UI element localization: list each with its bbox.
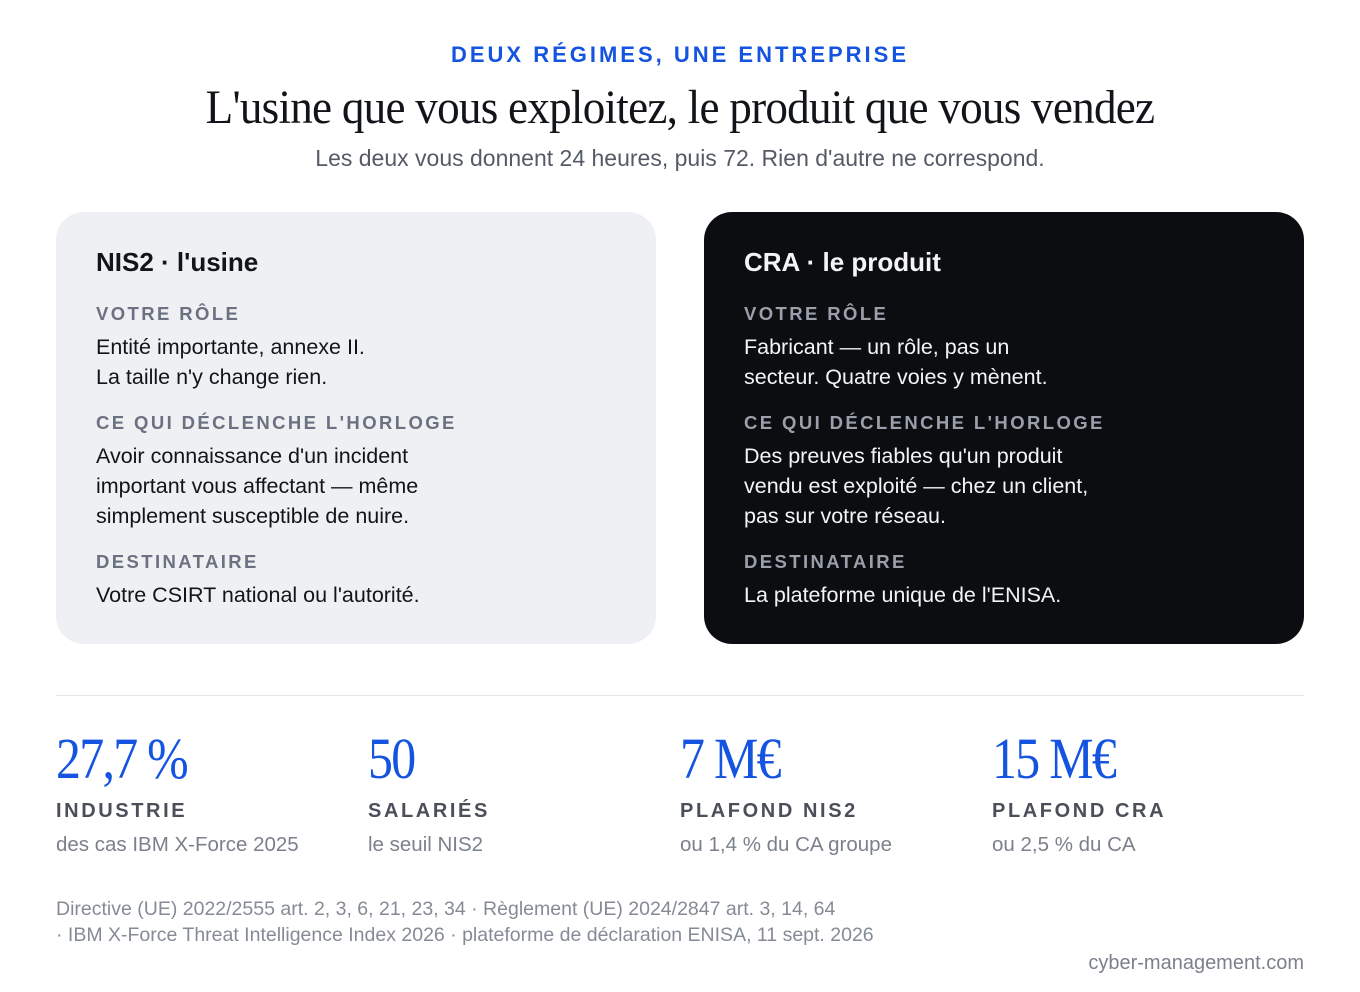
- body-line: pas sur votre réseau.: [744, 504, 946, 528]
- source-line: Directive (UE) 2022/2555 art. 2, 3, 6, 21, 23, 34 · Règlement (UE) 2024/2847 art. 3, 14, 64: [56, 898, 836, 920]
- section-label: DESTINATAIRE: [744, 551, 907, 572]
- stat-label: PLAFOND CRA: [992, 800, 1167, 822]
- divider: [56, 695, 1304, 696]
- section-label: CE QUI DÉCLENCHE L'HORLOGE: [96, 412, 457, 433]
- nis2-card: [56, 212, 656, 644]
- stat-plafond-nis2: [680, 726, 980, 858]
- cra-card: [704, 212, 1304, 644]
- stat-description: ou 1,4 % du CA groupe: [680, 833, 892, 856]
- stat-label: PLAFOND NIS2: [680, 800, 858, 822]
- section-body: [96, 332, 616, 392]
- card-title: NIS2 · l'usine: [96, 247, 259, 277]
- source-line: · IBM X-Force Threat Intelligence Index 2026 · plateforme de déclaration ENISA, 11 sept. 2026: [56, 924, 874, 946]
- stat-label: SALARIÉS: [368, 800, 490, 822]
- section-body: [96, 441, 616, 531]
- stat-value: 7 M€: [680, 726, 780, 791]
- section-label: DESTINATAIRE: [96, 551, 259, 572]
- section-label: VOTRE RÔLE: [744, 303, 889, 324]
- section-body: [96, 580, 616, 610]
- section-label: CE QUI DÉCLENCHE L'HORLOGE: [744, 412, 1105, 433]
- body-line: secteur. Quatre voies y mènent.: [744, 365, 1048, 389]
- section-body: [744, 332, 1264, 392]
- stat-value: 27,7 %: [56, 726, 188, 791]
- body-line: La plateforme unique de l'ENISA.: [744, 583, 1062, 607]
- body-line: important vous affectant — même: [96, 474, 419, 498]
- section-label: VOTRE RÔLE: [96, 303, 241, 324]
- body-line: Des preuves fiables qu'un produit: [744, 444, 1063, 468]
- sources: [56, 896, 1056, 948]
- card-title: CRA · le produit: [744, 247, 941, 277]
- page-subtitle: Les deux vous donnent 24 heures, puis 72. Rien d'autre ne correspond.: [315, 145, 1045, 171]
- page-title: L'usine que vous exploitez, le produit que vous vendez: [205, 81, 1155, 134]
- kicker: DEUX RÉGIMES, UNE ENTREPRISE: [450, 42, 910, 67]
- body-line: simplement susceptible de nuire.: [96, 504, 410, 528]
- body-line: Votre CSIRT national ou l'autorité.: [96, 583, 420, 607]
- section-body: [744, 580, 1264, 610]
- body-line: La taille n'y change rien.: [96, 365, 328, 389]
- body-line: Fabricant — un rôle, pas un: [744, 335, 1010, 359]
- site-credit: cyber-management.com: [1088, 952, 1304, 974]
- stat-label: INDUSTRIE: [56, 800, 188, 822]
- stat-description: ou 2,5 % du CA: [992, 833, 1136, 856]
- body-line: vendu est exploité — chez un client,: [744, 474, 1089, 498]
- stat-value: 15 M€: [992, 726, 1116, 791]
- section-body: [744, 441, 1264, 531]
- stat-salaries: [368, 726, 668, 858]
- stat-description: le seuil NIS2: [368, 833, 484, 856]
- body-line: Entité importante, annexe II.: [96, 335, 365, 359]
- stat-industrie: [56, 726, 356, 858]
- body-line: Avoir connaissance d'un incident: [96, 444, 409, 468]
- stat-description: des cas IBM X-Force 2025: [56, 833, 299, 856]
- stat-plafond-cra: [992, 726, 1292, 858]
- stat-value: 50: [368, 726, 415, 791]
